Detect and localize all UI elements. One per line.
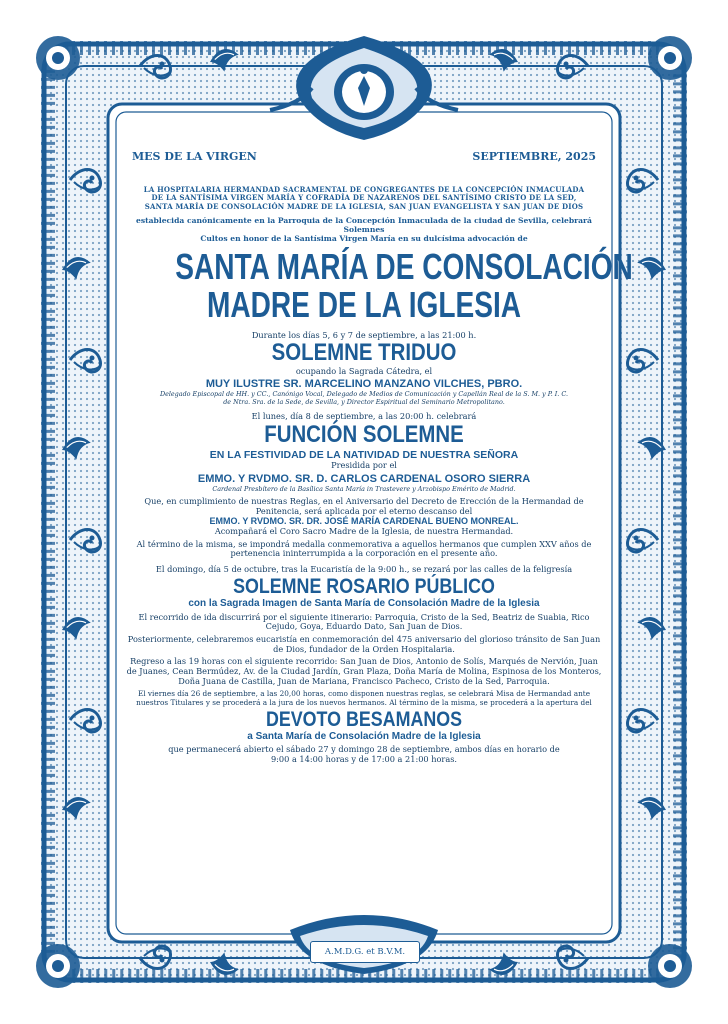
main-title: SANTA MARÍA DE CONSOLACIÓN — [175, 245, 633, 287]
preacher-desc: de Ntra. Sra. de la Sede, de Sevilla, y Director Espiritual del Seminario Metropolitano. — [223, 397, 505, 406]
eucaristia-line: Posteriormente, celebraremos eucaristía en conmemoración del 475 aniversario del glorioso tránsito de San Juan — [127, 633, 601, 644]
header-line — [132, 150, 596, 166]
triduo-title: SOLEMNE TRIDUO — [271, 339, 457, 367]
decreto-line: Que, en cumplimiento de nuestras Reglas, en el Aniversario del Decreto de Erección de la Hermandad de — [144, 496, 584, 507]
amdg-badge: A.M.D.G. et B.V.M. — [310, 941, 420, 963]
preacher-name: MUY ILUSTRE SR. MARCELINO MANZANO VILCHES, PBRO. — [205, 378, 523, 391]
month-label: MES DE LA VIRGEN — [132, 150, 257, 163]
hermandad-line: SANTA MARÍA DE CONSOLACIÓN MADRE DE LA IGLESIA, SAN JUAN EVANGELISTA Y SAN JUAN DE DIOS — [144, 201, 584, 211]
ida-line: El recorrido de ida discurrirá por el siguiente itinerario: Parroquia, Cristo de la Sed, Beatriz de Suabia, Rico — [138, 611, 590, 622]
hermandad-line: LA HOSPITALARIA HERMANDAD SACRAMENTAL DE CONGREGANTES DE LA CONCEPCIÓN INMACULADA — [143, 185, 585, 194]
hermandad-line: DE LA SANTÍSIMA VIRGEN MARÍA Y COFRADÍA DE NAZARENOS DEL SANTÍSIMO CRISTO DE LA SED, — [151, 193, 577, 203]
coro-line: Acompañará el Coro Sacro Madre de la Iglesia, de nuestra Hermandad. — [214, 526, 514, 537]
rosario-title: SOLEMNE ROSARIO PÚBLICO — [233, 574, 495, 598]
besamanos-title: DEVOTO BESAMANOS — [265, 707, 463, 731]
main-title: MADRE DE LA IGLESIA — [206, 284, 522, 326]
funcion-date: El lunes, día 8 de septiembre, a las 20:00 h. celebrará — [251, 411, 477, 422]
regreso-line: de Juanes, Cean Bermúdez, Av. de la Ciudad Jardín, Gran Plaza, Doña María de Molina, Espinosa de los Monteros, — [126, 665, 602, 676]
presider-name: EMMO. Y RVDMO. SR. D. CARLOS CARDENAL OSORO SIERRA — [197, 472, 531, 485]
intro-line: establecida canónicamente en la Parroquia de la Concepción Inmaculada de la ciudad de Sevilla, celebrará Solemnes — [136, 215, 592, 234]
deceased-name: EMMO. Y RVDMO. SR. DR. JOSÉ MARÍA CARDENAL BUENO MONREAL. — [209, 516, 519, 527]
intro-line: Cultos en honor de la Santísima Virgen María en su dulcísima advocación de — [200, 233, 528, 243]
besamanos-subtitle: a Santa María de Consolación Madre de la Iglesia — [247, 730, 481, 742]
funcion-title: FUNCIÓN SOLEMNE — [264, 421, 464, 449]
triduo-intro: ocupando la Sagrada Cátedra, el — [295, 365, 433, 376]
presidida-label: Presidida por el — [331, 459, 397, 470]
besamanos-hours: que permanecerá abierto el sábado 27 y domingo 28 de septiembre, ambos días en horario de — [168, 744, 560, 755]
ida-line: Cejudo, Goya, Eduardo Dato, San Juan de Dios. — [265, 621, 463, 632]
preacher-desc: Delegado Episcopal de HH. y CC., Canónigo Vocal, Delegado de Medios de Comunicación y Capellán Real de la S. M. y P. I. C. — [159, 390, 569, 399]
poster-content — [122, 150, 633, 920]
rosario-date: El domingo, día 5 de octubre, tras la Eucaristía de la 9:00 h., se rezará por las calles de la feligresía — [155, 564, 573, 575]
decreto-line: Penitencia, será aplicada por el eterno descanso del — [255, 505, 473, 516]
besamanos-intro: nuestros Titulares y se procederá a la jura de los nuevos hermanos. Al término de la misma, se procederá a la apertura del — [136, 697, 592, 707]
besamanos-hours: 9:00 a 14:00 horas y de 17:00 a 21:00 horas. — [270, 754, 458, 765]
triduo-dates: Durante los días 5, 6 y 7 de septiembre, a las 21:00 h. — [251, 329, 477, 340]
eucaristia-line: de Dios, fundador de la Orden Hospitalaria. — [273, 643, 455, 654]
rosario-subtitle: con la Sagrada Imagen de Santa María de Consolación Madre de la Iglesia — [188, 597, 540, 609]
presider-desc: Cardenal Presbítero de la Basílica Santa María in Trastevere y Arzobispo Emérito de Madrid. — [212, 484, 516, 493]
funcion-subtitle: EN LA FESTIVIDAD DE LA NATIVIDAD DE NUESTRA SEÑORA — [209, 448, 519, 461]
date-label: SEPTIEMBRE, 2025 — [472, 150, 596, 163]
medalla-line: pertenencia ininterrumpida a la corporación en el presente año. — [230, 548, 498, 559]
besamanos-intro: El viernes día 26 de septiembre, a las 20,00 horas, como disponen nuestras reglas, se celebrará Misa de Hermandad ante — [137, 689, 591, 699]
medalla-line: Al término de la misma, se impondrá medalla conmemorativa a aquellos hermanos que cumplen XXV años de — [136, 538, 592, 549]
regreso-line: Doña Juana de Castilla, Juan de Mariana, Francisco Pacheco, Cristo de la Sed, Parroquia. — [178, 675, 550, 686]
regreso-line: Regreso a las 19 horas con el siguiente recorrido: San Juan de Dios, Antonio de Solís, Marqués de Nervión, Juan — [130, 656, 598, 667]
